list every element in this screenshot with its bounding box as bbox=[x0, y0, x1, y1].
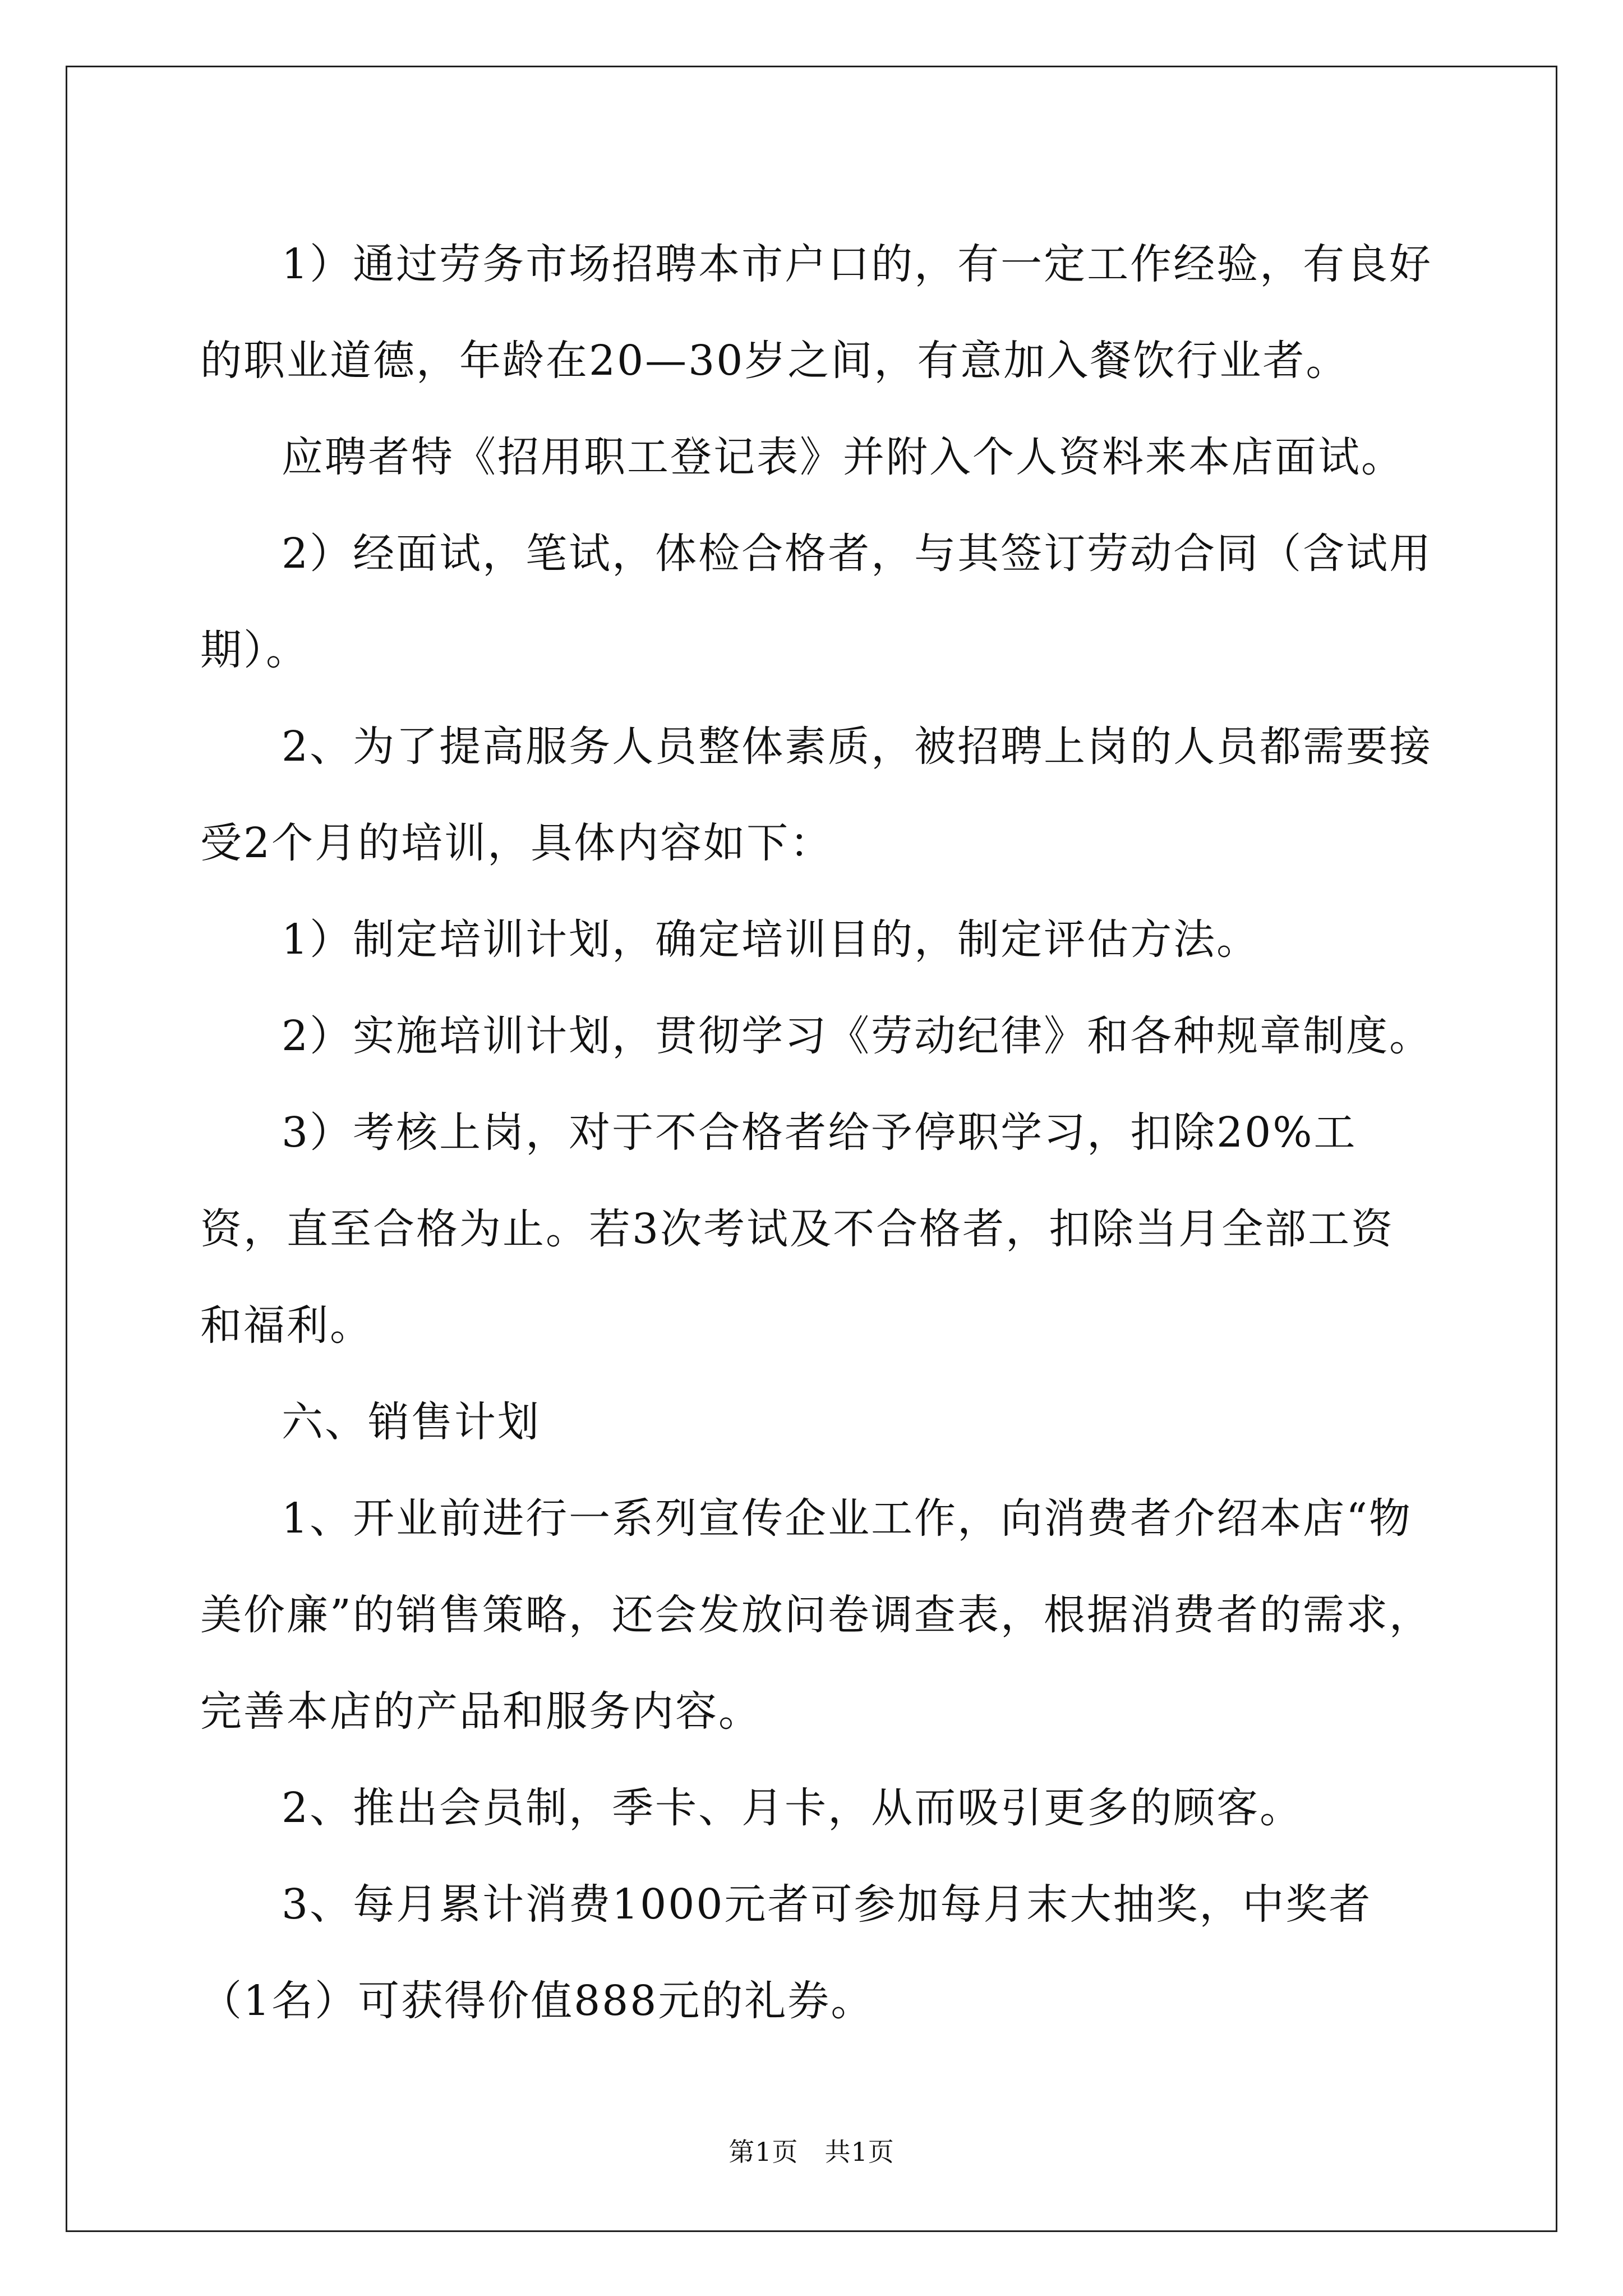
document-body bbox=[200, 216, 1434, 2049]
page-number: 第1页 bbox=[728, 2137, 799, 2167]
total-pages: 共1页 bbox=[824, 2137, 895, 2167]
section-heading-sales-plan: 六、销售计划 bbox=[282, 1398, 541, 1446]
paragraph-training-implement: 2）实施培训计划，贯彻学习《劳动纪律》和各种规章制度。 bbox=[282, 1012, 1433, 1060]
paragraph-lottery: 3、每月累计消费1000元者可参加每月末大抽奖，中奖者（1名）可获得价值888元的礼券。 bbox=[200, 1880, 1372, 2025]
page-footer bbox=[0, 2135, 1623, 2169]
paragraph-training-plan: 1）制定培训计划，确定培训目的，制定评估方法。 bbox=[282, 915, 1260, 964]
paragraph-training-intro: 2、为了提高服务人员整体素质，被招聘上岗的人员都需要接受2个月的培训，具体内容如下： bbox=[200, 723, 1433, 867]
paragraph-membership: 2、推出会员制，季卡、月卡，从而吸引更多的顾客。 bbox=[282, 1784, 1303, 1832]
paragraph-assessment: 3）考核上岗，对于不合格者给予停职学习，扣除20%工资，直至合格为止。若3次考试及不合格者，扣除当月全部工资和福利。 bbox=[200, 1108, 1395, 1350]
paragraph-contract: 2）经面试，笔试，体检合格者，与其签订劳动合同（含试用期）。 bbox=[200, 530, 1433, 674]
paragraph-application: 应聘者特《招用职工登记表》并附入个人资料来本店面试。 bbox=[282, 433, 1404, 481]
paragraph-pre-opening-promotion: 1、开业前进行一系列宣传企业工作，向消费者介绍本店“物美价廉”的销售策略，还会发放问卷调查表，根据消费者的需求，完善本店的产品和服务内容。 bbox=[200, 1494, 1432, 1736]
paragraph-recruit-criteria: 1）通过劳务市场招聘本市户口的，有一定工作经验，有良好的职业道德，年龄在20—30岁之间，有意加入餐饮行业者。 bbox=[200, 240, 1433, 385]
